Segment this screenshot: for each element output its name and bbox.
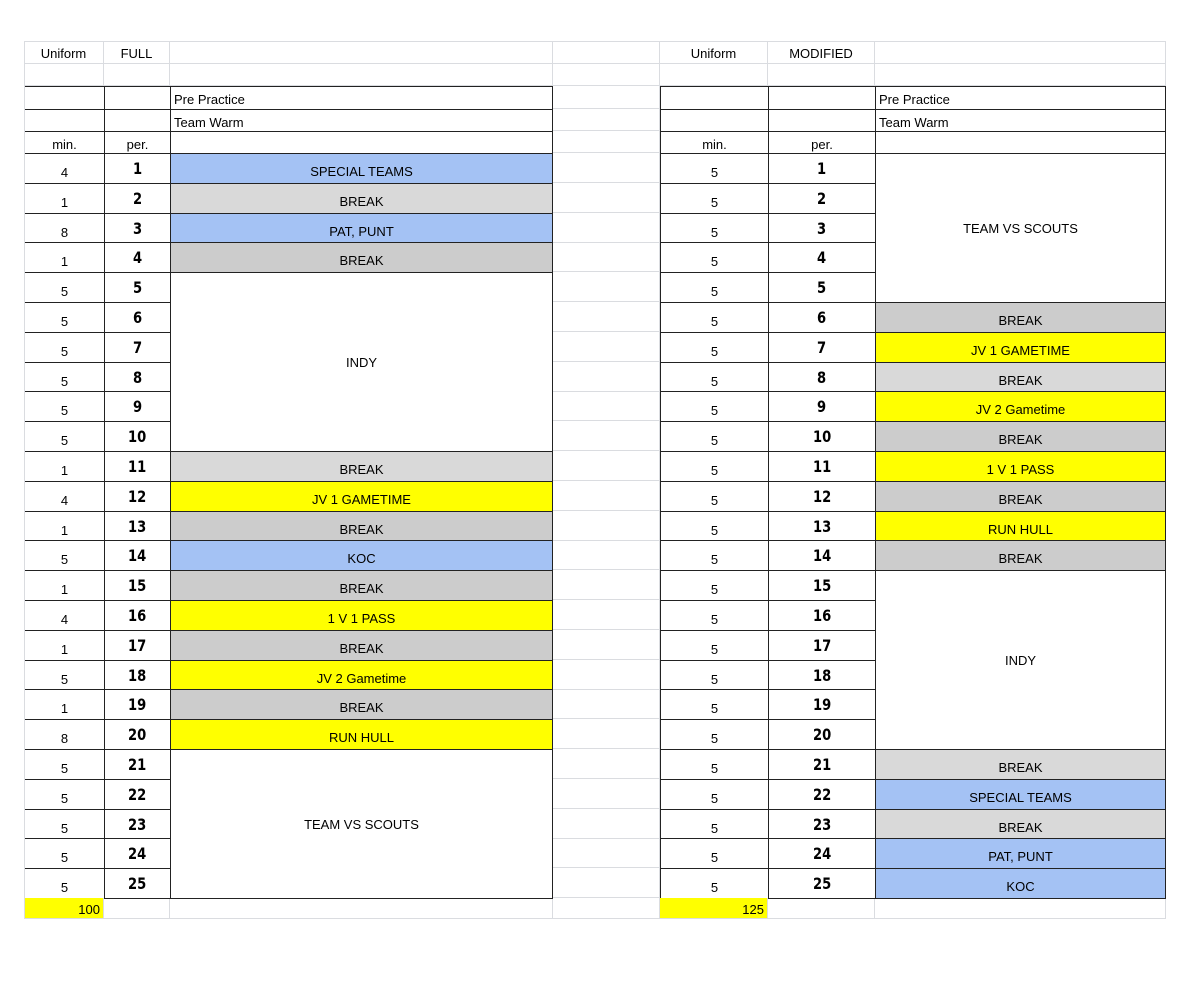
period-cell [768,421,876,452]
grid-cell [553,64,660,86]
period-number: 24 [128,843,147,863]
pre-practice-label: Pre Practice [875,86,1166,110]
period-number: 9 [132,396,143,416]
period-cell [768,660,876,691]
minutes-cell: 4 [24,153,105,184]
grid-cell [553,600,660,630]
grid-cell [553,868,660,898]
period-cell [104,630,171,661]
grid-cell [170,64,553,86]
period-number: 22 [812,784,832,804]
period-number: 11 [128,456,147,476]
period-cell [104,540,171,571]
period-number: 3 [817,218,827,238]
period-number: 20 [128,724,147,744]
period-cell [104,868,171,899]
period-cell [768,779,876,810]
grid-cell [553,749,660,779]
activity-break: BREAK [170,511,553,542]
blank-min-cell [24,86,105,110]
period-cell [104,213,171,244]
grid-cell [553,302,660,332]
period-number: 3 [132,218,143,238]
minutes-cell: 5 [660,749,769,780]
period-number: 19 [128,694,147,714]
minutes-cell: 5 [660,391,769,422]
blank-per-cell [104,86,171,110]
period-cell [768,213,876,244]
period-cell [104,272,171,303]
grid-cell [553,481,660,511]
period-number: 18 [812,665,832,685]
period-number: 10 [812,426,832,446]
period-number: 23 [128,814,147,834]
minutes-column-header: min. [24,131,105,154]
minutes-cell: 5 [24,302,105,333]
blank-per-cell [768,86,876,110]
period-number: 19 [812,694,832,714]
minutes-cell: 5 [24,540,105,571]
uniform-label: Uniform [24,41,104,64]
period-cell [768,600,876,631]
activity-break: BREAK [875,302,1166,333]
minutes-cell: 5 [24,868,105,899]
grid-cell [104,64,170,86]
period-cell [768,540,876,571]
period-cell [768,272,876,303]
grid-cell [553,630,660,660]
minutes-cell: 5 [660,362,769,393]
team-warm-label: Team Warm [875,109,1166,132]
grid-cell [553,332,660,362]
grid-cell [553,391,660,421]
minutes-cell: 5 [24,421,105,452]
minutes-cell: 5 [660,689,769,720]
period-number: 16 [128,605,147,625]
grid-cell [553,898,660,919]
total-minutes: 100 [24,898,104,919]
period-number: 6 [132,307,143,327]
period-cell [104,749,171,780]
period-number: 21 [128,754,147,774]
minutes-cell: 1 [24,630,105,661]
period-cell [768,183,876,214]
grid-cell [553,131,660,153]
practice-schedule-sheet [24,41,1166,919]
period-number: 23 [812,814,832,834]
activity-koc: KOC [875,868,1166,899]
minutes-cell: 8 [24,213,105,244]
minutes-cell: 1 [24,511,105,542]
grid-cell [553,183,660,213]
period-number: 5 [132,277,143,297]
grid-cell [553,570,660,600]
period-cell [104,391,171,422]
minutes-cell: 5 [24,272,105,303]
activity-pat-punt: PAT, PUNT [875,838,1166,869]
grid-cell [553,451,660,481]
period-cell [104,362,171,393]
minutes-cell: 1 [24,689,105,720]
grid-cell [553,86,660,109]
period-number: 21 [812,754,832,774]
period-cell [104,421,171,452]
grid-cell [104,898,170,919]
minutes-cell: 5 [24,332,105,363]
activity-1-v-1-pass: 1 V 1 PASS [875,451,1166,482]
period-number: 25 [812,873,832,893]
grid-cell [553,153,660,183]
period-cell [104,332,171,363]
period-cell [104,302,171,333]
minutes-cell: 5 [660,570,769,601]
grid-cell [768,64,875,86]
period-number: 12 [812,486,832,506]
minutes-cell: 5 [24,749,105,780]
blank-min-cell [660,86,769,110]
minutes-cell: 5 [660,451,769,482]
period-cell [104,719,171,750]
minutes-cell: 5 [660,779,769,810]
minutes-cell: 5 [24,362,105,393]
period-number: 22 [128,784,147,804]
grid-cell [875,64,1166,86]
minutes-cell: 5 [660,242,769,273]
activity-special-teams: SPECIAL TEAMS [875,779,1166,810]
period-cell [768,689,876,720]
period-number: 10 [128,426,147,446]
minutes-cell: 5 [24,391,105,422]
period-number: 25 [128,873,147,893]
minutes-cell: 1 [24,451,105,482]
activity-break: BREAK [170,451,553,482]
period-cell [768,868,876,899]
minutes-cell: 5 [660,719,769,750]
minutes-cell: 5 [660,183,769,214]
activity-break: BREAK [875,809,1166,840]
grid-cell [553,540,660,570]
period-cell [768,481,876,512]
period-cell [768,809,876,840]
period-number: 4 [132,247,143,267]
period-cell [104,451,171,482]
grid-cell [553,272,660,302]
grid-cell [170,41,553,64]
period-number: 15 [812,575,832,595]
grid-cell [875,898,1166,919]
blank-min-cell [660,109,769,132]
period-cell [104,600,171,631]
blank-per-cell [104,109,171,132]
minutes-cell: 1 [24,183,105,214]
total-minutes: 125 [660,898,768,919]
period-number: 7 [132,337,143,357]
period-cell [768,570,876,601]
grid-cell [553,242,660,272]
period-cell [104,242,171,273]
minutes-cell: 4 [24,481,105,512]
period-cell [768,451,876,482]
minutes-cell: 5 [660,809,769,840]
uniform-value: MODIFIED [768,41,875,64]
period-cell [768,332,876,363]
activity-break: BREAK [170,242,553,273]
period-cell [768,749,876,780]
period-number: 11 [812,456,832,476]
period-number: 9 [817,396,827,416]
activity-indy: INDY [875,570,1166,750]
minutes-cell: 5 [660,660,769,691]
period-cell [104,153,171,184]
activity-break: BREAK [875,362,1166,393]
period-number: 6 [817,307,827,327]
minutes-cell: 1 [24,570,105,601]
period-cell [768,242,876,273]
grid-cell [553,779,660,809]
period-number: 8 [132,367,143,387]
grid-cell [553,41,660,64]
blank-min-cell [24,109,105,132]
activity-jv-1-gametime: JV 1 GAMETIME [875,332,1166,363]
minutes-cell: 1 [24,242,105,273]
period-cell [768,302,876,333]
activity-column-header [170,131,553,154]
minutes-cell: 5 [660,600,769,631]
activity-team-vs-scouts: TEAM VS SCOUTS [875,153,1166,303]
grid-cell [553,213,660,243]
grid-cell [553,809,660,839]
activity-break: BREAK [875,749,1166,780]
minutes-cell: 5 [660,481,769,512]
minutes-cell: 5 [660,213,769,244]
period-number: 8 [817,367,827,387]
period-number: 1 [132,158,143,178]
activity-pat-punt: PAT, PUNT [170,213,553,244]
minutes-cell: 5 [660,838,769,869]
grid-cell [768,898,875,919]
period-number: 12 [128,486,147,506]
activity-break: BREAK [170,630,553,661]
minutes-cell: 8 [24,719,105,750]
period-number: 16 [812,605,832,625]
period-cell [104,511,171,542]
period-number: 4 [817,247,827,267]
activity-jv-2-gametime: JV 2 Gametime [875,391,1166,422]
period-column-header: per. [768,131,876,154]
minutes-cell: 5 [660,540,769,571]
grid-cell [553,109,660,131]
grid-cell [553,421,660,451]
minutes-cell: 5 [24,809,105,840]
period-number: 18 [128,665,147,685]
grid-cell [553,719,660,749]
grid-cell [553,689,660,719]
period-cell [768,511,876,542]
period-number: 13 [128,516,147,536]
period-cell [768,153,876,184]
period-cell [104,809,171,840]
blank-per-cell [768,109,876,132]
activity-run-hull: RUN HULL [170,719,553,750]
team-warm-label: Team Warm [170,109,553,132]
minutes-cell: 5 [24,838,105,869]
grid-cell [875,41,1166,64]
period-number: 24 [812,843,832,863]
activity-koc: KOC [170,540,553,571]
period-number: 14 [812,545,832,565]
grid-cell [553,838,660,868]
period-number: 20 [812,724,832,744]
period-cell [104,779,171,810]
activity-column-header [875,131,1166,154]
period-number: 15 [128,575,147,595]
pre-practice-label: Pre Practice [170,86,553,110]
period-number: 17 [128,635,147,655]
grid-cell [170,898,553,919]
activity-break: BREAK [875,421,1166,452]
grid-cell [553,362,660,392]
activity-break: BREAK [875,540,1166,571]
grid-cell [660,64,768,86]
period-cell [768,391,876,422]
period-cell [768,362,876,393]
minutes-cell: 5 [24,660,105,691]
minutes-cell: 5 [660,630,769,661]
minutes-cell: 5 [660,511,769,542]
activity-jv-1-gametime: JV 1 GAMETIME [170,481,553,512]
period-number: 2 [817,188,827,208]
period-number: 14 [128,545,147,565]
activity-run-hull: RUN HULL [875,511,1166,542]
grid-cell [553,660,660,690]
period-cell [768,719,876,750]
period-number: 2 [132,188,143,208]
grid-cell [553,511,660,541]
period-cell [104,660,171,691]
period-cell [104,570,171,601]
activity-team-vs-scouts: TEAM VS SCOUTS [170,749,553,899]
period-number: 7 [817,337,827,357]
period-number: 1 [817,158,827,178]
period-column-header: per. [104,131,171,154]
activity-break: BREAK [170,183,553,214]
minutes-cell: 5 [660,302,769,333]
minutes-cell: 4 [24,600,105,631]
period-cell [104,838,171,869]
period-cell [104,481,171,512]
period-cell [768,838,876,869]
period-cell [104,689,171,720]
period-cell [104,183,171,214]
period-number: 17 [812,635,832,655]
minutes-column-header: min. [660,131,769,154]
minutes-cell: 5 [660,332,769,363]
period-cell [768,630,876,661]
period-number: 13 [812,516,832,536]
minutes-cell: 5 [660,421,769,452]
minutes-cell: 5 [660,868,769,899]
minutes-cell: 5 [24,779,105,810]
period-number: 5 [817,277,827,297]
uniform-label: Uniform [660,41,768,64]
activity-break: BREAK [875,481,1166,512]
uniform-value: FULL [104,41,170,64]
activity-special-teams: SPECIAL TEAMS [170,153,553,184]
grid-cell [24,64,104,86]
activity-jv-2-gametime: JV 2 Gametime [170,660,553,691]
activity-indy: INDY [170,272,553,452]
activity-break: BREAK [170,689,553,720]
activity-break: BREAK [170,570,553,601]
minutes-cell: 5 [660,272,769,303]
minutes-cell: 5 [660,153,769,184]
activity-1-v-1-pass: 1 V 1 PASS [170,600,553,631]
